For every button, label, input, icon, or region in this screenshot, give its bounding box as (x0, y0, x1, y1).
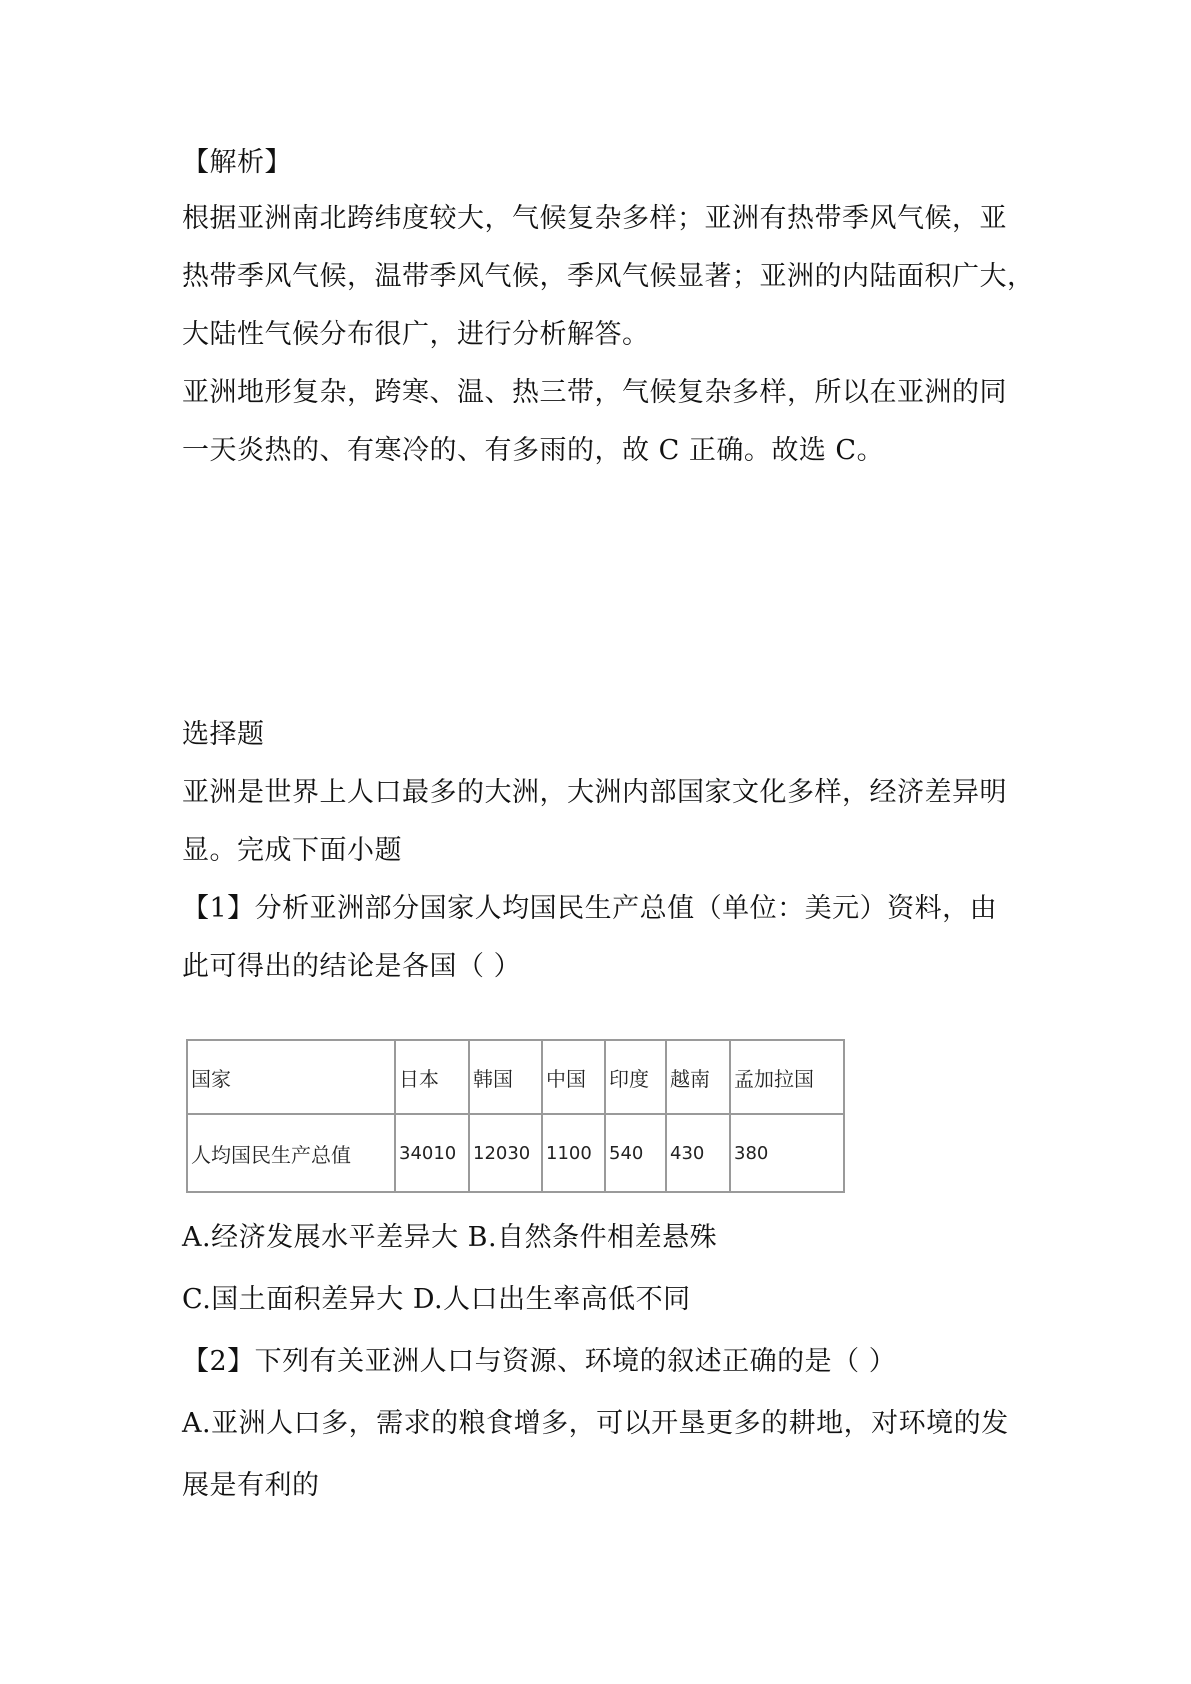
table-country-bangladesh: 孟加拉国 (730, 1040, 844, 1114)
analysis-para2-line2: 一天炎热的、有寒冷的、有多雨的，故 C 正确。故选 C。 (182, 435, 885, 466)
table-value-japan: 34010 (395, 1114, 469, 1192)
table-row (187, 1114, 844, 1192)
analysis-para1-line2: 热带季风气候，温带季风气候，季风气候显著；亚洲的内陆面积广大， (182, 261, 1035, 292)
table-country-china: 中国 (542, 1040, 605, 1114)
table-value-china: 1100 (542, 1114, 605, 1192)
table-header-label: 国家 (187, 1040, 395, 1114)
analysis-heading: 【解析】 (182, 147, 292, 178)
analysis-para1-line3: 大陆性气候分布很广，进行分析解答。 (182, 319, 650, 350)
table-country-japan: 日本 (395, 1040, 469, 1114)
table-country-korea: 韩国 (469, 1040, 542, 1114)
question-intro-line1: 亚洲是世界上人口最多的大洲，大洲内部国家文化多样，经济差异明 (182, 777, 1007, 808)
gnp-table (186, 1039, 845, 1193)
analysis-para1-line1: 根据亚洲南北跨纬度较大，气候复杂多样；亚洲有热带季风气候，亚 (182, 203, 1007, 234)
q2-option-a-line1: A.亚洲人口多，需求的粮食增多，可以开垦更多的耕地，对环境的发 (182, 1408, 1009, 1439)
question-intro-line2: 显。完成下面小题 (182, 835, 402, 866)
q1-options-line1: A.经济发展水平差异大 B.自然条件相差悬殊 (182, 1222, 718, 1253)
table-value-vietnam: 430 (666, 1114, 730, 1192)
analysis-para2-line1: 亚洲地形复杂，跨寒、温、热三带，气候复杂多样，所以在亚洲的同 (182, 377, 1007, 408)
table-country-vietnam: 越南 (666, 1040, 730, 1114)
q2-option-a-line2: 展是有利的 (182, 1470, 320, 1501)
q1-options-line2: C.国土面积差异大 D.人口出生率高低不同 (182, 1284, 691, 1315)
table-value-bangladesh: 380 (730, 1114, 844, 1192)
table-country-india: 印度 (605, 1040, 666, 1114)
table-row-label: 人均国民生产总值 (187, 1114, 395, 1192)
question-type-label: 选择题 (182, 719, 265, 750)
q2-stem: 【2】下列有关亚洲人口与资源、环境的叙述正确的是（ ） (182, 1346, 897, 1377)
q1-stem-line1: 【1】分析亚洲部分国家人均国民生产总值（单位：美元）资料，由 (182, 893, 998, 924)
table-value-india: 540 (605, 1114, 666, 1192)
q1-stem-line2: 此可得出的结论是各国（ ） (182, 951, 522, 982)
table-value-korea: 12030 (469, 1114, 542, 1192)
table-row (187, 1040, 844, 1114)
